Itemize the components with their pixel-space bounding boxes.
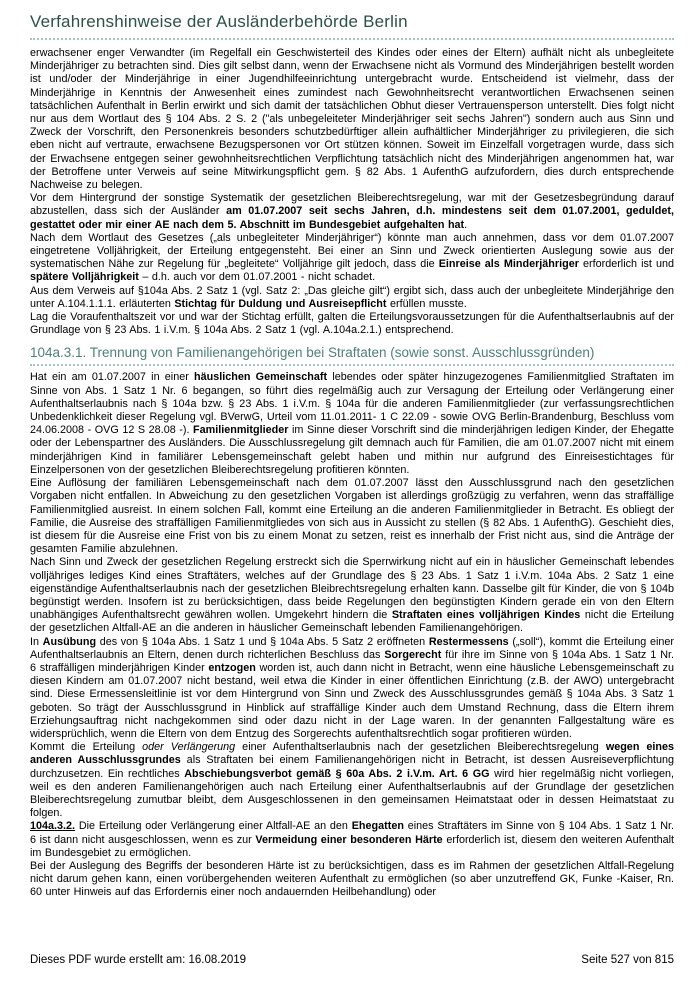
text-run: oder Verlängerung (142, 741, 236, 754)
footer-created-date: Dieses PDF wurde erstellt am: 16.08.2019 (30, 954, 247, 966)
paragraph (30, 311, 674, 337)
document-body (30, 47, 674, 900)
text-run: erforderlich ist, diesem den weiteren Aufenthalt im Bundesgebiet zu ermöglichen. (30, 833, 674, 859)
document-header (30, 12, 674, 40)
paragraph (30, 820, 674, 860)
text-run: Nach dem Wortlaut des Gesetzes („als unbegleiteter Minderjähriger“) könnte man auch annehmen, dass vor dem 01.07.2007 eingetretene Volljährigkeit, der Erteilung entgegensteht. Bei einer an Sinn und Zweck orientierten Auslegung sowie aus der systematischen Nähe zur Regelung für „begleitete“ Volljährige gilt jedoch, dass die (30, 231, 674, 271)
text-run: Eine Auflösung der familiären Lebensgemeinschaft nach dem 01.07.2007 lässt den Ausschlussgrund nach den gesetzlichen Vorgaben nicht entfallen. In Abweichung zu den gesetzlichen Vorgaben ist allerdings großzügig zu verfahren, wenn das straffällige Familienmitglied ausreist. In einem solchen Fall, kommt eine Erteilung an die anderen Familienmitglieder in Betracht. Es obliegt der Familie, die Ausreise des straffälligen Familienmitgliedes von sich aus in Aussicht zu stellen (§ 82 Abs. 1 AufenthG). Geschieht dies, ist diesem für die Ausreise eine Frist von bis zu einem Monat zu setzen, reist es innerhalb der Frist nicht aus, sind die Anträge der gesamten Familie abzulehnen. (30, 477, 674, 556)
paragraph (30, 636, 674, 742)
text-run: eines Straftäters im Sinne von § 104 Abs. 1 Satz 1 Nr. 6 ist dann nicht ausgeschlossen, wenn es zur (30, 820, 674, 846)
text-run: für ihre im Sinne von § 104a Abs. 1 Satz 1 Nr. 6 straffälligen minderjährigen Kinder (30, 648, 674, 674)
text-run: lebendes oder später hinzugezogenes Familienmitglied Straftaten im Sinne von Abs. 1 Satz 1 Nr. 6 begangen, so führt dies regelmäßig auch zur Versagung der Erteilung oder Verlängerung einer Aufenthaltserlaubnis nach § 104a bzw. § 23 Abs. 1 i.V.m. § 104a für die anderen Familienmitglieder (zur verfassungsrechtlichen Unbedenklichkeit dieser Regelung vgl. BVerwG, Urteil vom 11.01.2011- 1 C 22.09 - sowie OVG Berlin-Brandenburg, Beschluss vom 24.06.2008 - OVG 12 S 28.08 -). (30, 371, 674, 437)
text-run: Straftaten eines volljährigen Kindes (391, 609, 581, 622)
footer-page-number: Seite 527 von 815 (581, 954, 674, 966)
text-run: Abschiebungsverbot gemäß § 60a Abs. 2 i.V.m. Art. 6 GG (184, 767, 490, 780)
text-run: wird hier regelmäßig nicht vorliegen, weil es den anderen Familienangehörigen auch nach Erteilung einer Aufenthaltserlaubnis auf der Grundlage der gesetzlichen Bleiberechtsregelung zumutbar bleibt, dem Ausgeschlossenen in den gemeinsamen Heimatstaat oder in dessen Heimatstaat zu folgen. (30, 767, 674, 820)
text-run: Die Erteilung oder Verlängerung einer Altfall-AE an den (75, 820, 352, 833)
text-run: erforderlich ist und (578, 258, 674, 271)
text-run: („soll“), kommt die Erteilung einer Aufenthaltserlaubnis an Eltern, denen durch richterlichen Beschluss das (30, 635, 674, 661)
paragraph (30, 741, 674, 820)
text-run: Vor dem Hintergrund der sonstige Systematik der gesetzlichen Bleiberechtsregelung, war mit der Gesetzesbegründung darauf abzustellen, dass sich der Ausländer (30, 192, 674, 218)
text-run: Lag die Voraufenthaltszeit vor und war der Stichtag erfüllt, galten die Erteilungsvoraussetzungen für die Aufenthaltserlaubnis auf der Grundlage von § 23 Abs. 1 i.V.m. § 104a Abs. 2 Satz 1 (vgl. A.104a.2.1.) entsprechend. (30, 311, 674, 337)
text-run: 104a.3.2. (30, 820, 76, 833)
text-run: erwachsener enger Verwandter (im Regelfall ein Geschwisterteil des Kindes oder eines der Eltern) aufhält nicht als unbegleitete Minderjähriger zu betrachten sind. Dies gilt selbst dann, wenn der Erwachsene nicht als Vormund des Minderjährigen bestellt worden ist und/oder der Minderjährige in einer Jugendhilfeeinrichtung untergebracht wurde. Entscheidend ist vielmehr, dass der Minderjährige in Kenntnis der Anwesenheit eines zumindest nach Gewohnheitsrecht verantwortlichen Erwachsenen seinen tatsächlichen Aufenthalt in Berlin erwirkt und sich damit der tatsächlichen Obhut dieser Vertrauensperson unterstellt. Dies folgt nicht nur aus dem Wortlaut des § 104 Abs. 2 S. 2 ("als unbegeleiteter Minderjähriger seit sechs Jahren") sondern auch aus Sinn und Zweck der Vorschrift, den Personenkreis besonders schutzbedürftiger allein aufhältlicher Minderjähriger zu privilegieren, die sich eben nicht auf vertraute, erwachsene Bezugspersonen vor Ort stützen können. Soweit im Einzelfall vorgetragen wurde, dass sich der Erwachsene entgegen seiner gewohnheitsrechtlichen Verpflichtung tatsächlich nicht des Minderjährigen angenommen hat, war der Betroffene unter Verweis auf seine Mitwirkungspflicht gem. § 82 Abs. 1 AufenthG aufzufordern, dies durch entsprechende Nachweise zu belegen. (30, 47, 674, 192)
paragraph (30, 371, 674, 477)
paragraph (30, 556, 674, 635)
text-run: Stichtag für Duldung und Ausreisepflicht (174, 297, 387, 310)
text-run: Aus dem Verweis auf §104a Abs. 2 Satz 1 (vgl. Satz 2: „Das gleiche gilt“) ergibt sich, dass auch der unbegleitete Minderjährige den unter A.104.1.1.1. erläuterten (30, 284, 674, 310)
text-run: Ehegatten (351, 820, 404, 833)
text-run: des von § 104a Abs. 1 Satz 1 und § 104a Abs. 5 Satz 2 eröffneten (96, 635, 429, 648)
text-run: Ausübung (42, 635, 97, 648)
text-run: Kommt die Erteilung (30, 741, 143, 754)
text-run: worden ist, auch dann nicht in Betracht, wenn eine häusliche Lebensgemeinschaft zu diesen Kindern am 01.07.2007 nicht bestand, weil etwa die Kinder in einer öffentlichen Einrichtung (z.B. der AWO) untergebracht sind. Diese Ermessensleitlinie ist vor dem Hintergrund von Sinn und Zweck des Ausschlussgrundes gemäß § 104a Abs. 3 Satz 1 geboten. So trägt der Ausschlussgrund in Hinblick auf straffällige Kinder auch dem Umstand Rechnung, dass die Eltern ihrem Erziehungsauftrag nicht nachgekommen sind oder dazu nicht in der Lage waren. In der genannten Fallgestaltung wäre es widersprüchlich, wenn die Eltern von dem Entzug des Sorgerechts aufenthaltsrechtlich sogar profitieren würden. (30, 661, 674, 740)
text-run: Nach Sinn und Zweck der gesetzlichen Regelung erstreckt sich die Sperrwirkung nicht auf ein in häuslicher Gemeinschaft lebendes volljähriges lediges Kind eines Straftäters, welches auf der Grundlage des § 23 Abs. 1 Satz 1 i.V.m. 104a Abs. 2 Satz 1 eine eigenständige Aufenthaltserlaubnis nach der gesetzlichen Bleibrechtsregelung erhalten kann. Dasselbe gilt für Kinder, die von § 104b begünstigt werden. Insofern ist zu berücksichtigen, dass beide Regelungen den begünstigten Kindern gerade ein von den Eltern unabhängiges Aufenthaltsrecht gewähren wollen. Umgekehrt hindern die (30, 556, 674, 622)
text-run: häuslichen Gemeinschaft (194, 371, 328, 384)
text-run: Vermeidung einer besonderen Härte (255, 833, 443, 846)
paragraph (30, 47, 674, 192)
text-run: entzogen (208, 661, 256, 674)
section-heading: 104a.3.1. Trennung von Familienangehörigen bei Straftaten (sowie sonst. Ausschlussgründen) (30, 345, 674, 366)
text-run: am 01.07.2007 seit sechs Jahren, d.h. mindestens seit dem 01.07.2001, geduldet, gestattet oder mir einer AE nach dem 5. Abschnitt im Bundesgebiet aufgehalten hat (30, 205, 674, 231)
text-run: In (30, 635, 43, 648)
text-run: spätere Volljährigkeit (30, 271, 139, 284)
text-run: Familienmitglieder (193, 424, 289, 437)
text-run: Restermessens (428, 635, 509, 648)
text-run: nicht die Erteilung der gesetzlichen Altfall-AE an die anderen in häuslicher Gemeinschaft lebenden Familienangehörigen. (30, 609, 674, 635)
paragraph (30, 860, 674, 900)
text-run: erfüllen musste. (386, 297, 467, 310)
paragraph (30, 192, 674, 232)
text-run: – d.h. auch vor dem 01.07.2001 - nicht schadet. (138, 271, 376, 284)
text-run: Einreise als Minderjähriger (438, 258, 579, 271)
text-run: als Straftaten bei einem Familienangehörigen nicht in Betracht, ist dessen Ausreiseverpflichtung durchzusetzen. Ein rechtliches (30, 754, 674, 780)
text-run: Hat ein am 01.07.2007 in einer (30, 371, 195, 384)
paragraph (30, 232, 674, 285)
text-run: im Sinne dieser Vorschrift sind die minderjährigen ledigen Kinder, der Ehegatte oder der Lebenspartner des Ausländers. Die Ausschlussregelung gilt demnach auch für Familien, die am 01.07.2007 nicht mit einem minderjährigen Kind in familiärer Lebensgemeinschaft gelebt haben und mithin nur aufgrund des Einreisestichtages für Einzelpersonen von der gesetzlichen Bleiberechtsregelung profitieren könnten. (30, 424, 674, 476)
paragraph (30, 285, 674, 311)
text-run: Bei der Auslegung des Begriffs der besonderen Härte ist zu berücksichtigen, dass es im Rahmen der gesetzlichen Altfall-Regelung nicht darum gehen kann, einen vorübergehenden weiteren Aufenthalt zu ermöglichen (so aber unzutreffend GK, Funke -Kaiser, Rn. 60 unter Hinweis auf das Erfordernis einer noch andauernden Heilbehandlung) oder (30, 859, 674, 899)
text-run: . (464, 218, 468, 231)
text-run: wegen eines anderen Ausschlussgrundes (30, 741, 674, 767)
document-title: Verfahrenshinweise der Ausländerbehörde Berlin (30, 12, 674, 40)
document-footer (30, 954, 674, 966)
text-run: einer Aufenthaltserlaubnis nach der gesetzlichen Bleiberechtsregelung (235, 741, 606, 754)
paragraph (30, 477, 674, 556)
text-run: Sorgerecht (384, 648, 442, 661)
